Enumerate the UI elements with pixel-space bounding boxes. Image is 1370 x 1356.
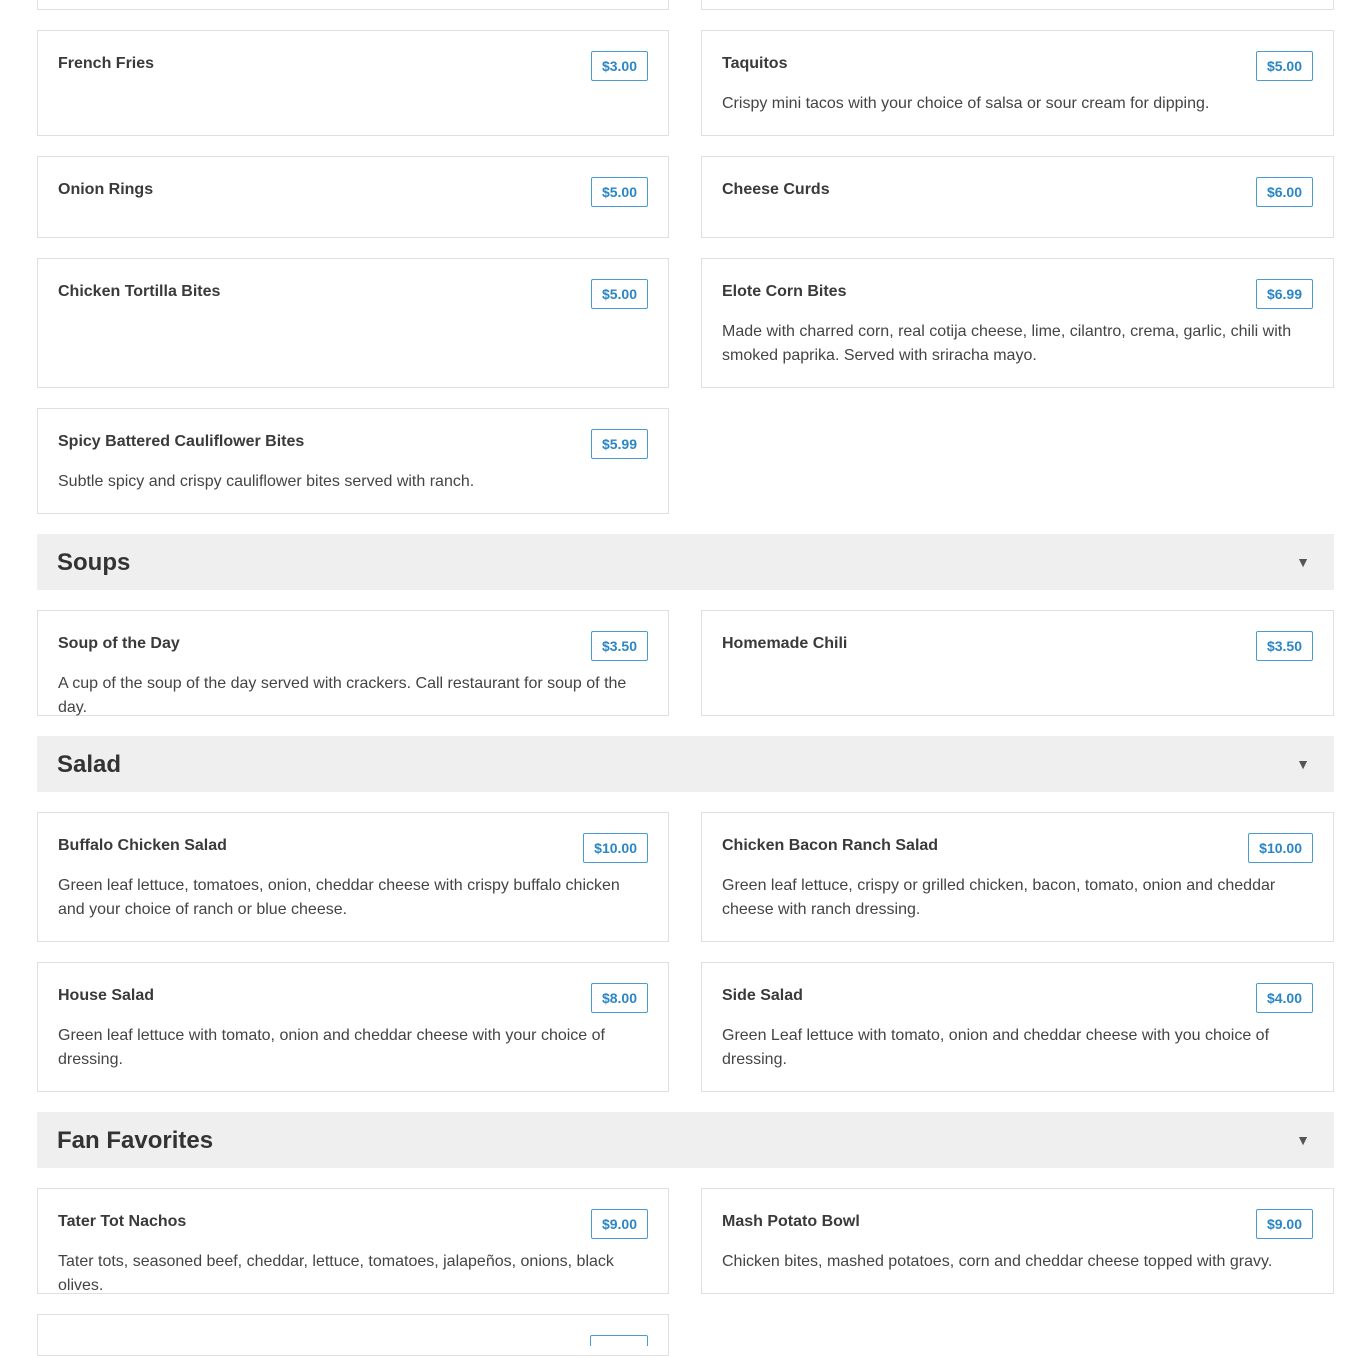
menu-item-card[interactable] bbox=[701, 812, 1334, 942]
menu-item-card[interactable] bbox=[37, 30, 669, 136]
item-name: Elote Corn Bites bbox=[722, 283, 847, 300]
section-title: Salad bbox=[57, 751, 122, 778]
menu-item-card[interactable] bbox=[37, 258, 669, 388]
section-title: Soups bbox=[57, 549, 131, 576]
item-price-badge: $5.00 bbox=[591, 279, 648, 309]
chevron-down-icon[interactable]: ▼ bbox=[1296, 554, 1310, 570]
item-price-badge: $9.00 bbox=[591, 1209, 648, 1239]
menu-item-card[interactable] bbox=[701, 1188, 1334, 1294]
menu-item-card[interactable] bbox=[37, 408, 669, 514]
item-price-badge: $3.50 bbox=[591, 631, 648, 661]
item-name: Taquitos bbox=[722, 55, 788, 72]
item-price-badge: $5.00 bbox=[591, 177, 648, 207]
item-name: House Salad bbox=[58, 987, 155, 1004]
menu-item-card[interactable] bbox=[37, 610, 669, 716]
section-title: Fan Favorites bbox=[57, 1127, 214, 1154]
item-price-badge: $5.99 bbox=[591, 429, 648, 459]
menu-item-card[interactable] bbox=[37, 1314, 669, 1356]
chevron-down-icon[interactable]: ▼ bbox=[1296, 1132, 1310, 1148]
menu-item-card[interactable] bbox=[701, 0, 1334, 10]
item-description: Subtle spicy and crispy cauliflower bites served with ranch. bbox=[58, 473, 475, 490]
item-price-badge: $10.00 bbox=[1248, 833, 1313, 863]
section-header-fan-favorites[interactable] bbox=[37, 1112, 1334, 1168]
item-price-badge: $8.00 bbox=[591, 983, 648, 1013]
item-name: Mash Potato Bowl bbox=[722, 1213, 860, 1230]
item-name: French Fries bbox=[58, 55, 155, 72]
item-price-badge: $10.00 bbox=[583, 833, 648, 863]
menu-item-card[interactable] bbox=[701, 258, 1334, 388]
menu-item-card[interactable] bbox=[701, 962, 1334, 1092]
section-header-salad[interactable] bbox=[37, 736, 1334, 792]
item-name: Cheese Curds bbox=[722, 181, 830, 198]
item-description: Chicken bites, mashed potatoes, corn and cheddar cheese topped with gravy. bbox=[722, 1253, 1273, 1270]
menu-item-card[interactable] bbox=[701, 30, 1334, 136]
menu-item-card[interactable] bbox=[37, 962, 669, 1092]
item-price-badge: $3.00 bbox=[591, 51, 648, 81]
chevron-down-icon[interactable]: ▼ bbox=[1296, 756, 1310, 772]
menu-item-card[interactable] bbox=[37, 812, 669, 942]
item-description: Crispy mini tacos with your choice of salsa or sour cream for dipping. bbox=[722, 95, 1210, 112]
item-description: Tater tots, seasoned beef, cheddar, lettuce, tomatoes, jalapeños, onions, black olives. bbox=[58, 1253, 614, 1294]
item-name: Soup of the Day bbox=[58, 635, 180, 652]
item-name: Chicken Bacon Ranch Salad bbox=[722, 837, 939, 854]
item-description: Made with charred corn, real cotija cheese, lime, cilantro, crema, garlic, chili with smoked paprika. Served with sriracha mayo. bbox=[722, 323, 1292, 364]
item-price-badge: $9.00 bbox=[1256, 1209, 1313, 1239]
item-name: Tater Tot Nachos bbox=[58, 1213, 187, 1230]
item-price-badge: $5.00 bbox=[1256, 51, 1313, 81]
item-description: Green Leaf lettuce with tomato, onion and cheddar cheese with you choice of dressing. bbox=[722, 1027, 1270, 1068]
menu-item-card[interactable] bbox=[701, 156, 1334, 238]
item-name: Homemade Chili bbox=[722, 635, 848, 652]
item-price-badge: $6.00 bbox=[1256, 177, 1313, 207]
menu-item-card[interactable] bbox=[701, 610, 1334, 716]
item-price-badge: $6.99 bbox=[1256, 279, 1313, 309]
item-name: Buffalo Chicken Salad bbox=[58, 837, 227, 854]
item-description: Green leaf lettuce with tomato, onion and cheddar cheese with your choice of dressing. bbox=[58, 1027, 605, 1068]
item-description: Green leaf lettuce, crispy or grilled chicken, bacon, tomato, onion and cheddar cheese with ranch dressing. bbox=[722, 877, 1276, 918]
item-description: Green leaf lettuce, tomatoes, onion, cheddar cheese with crispy buffalo chicken and your choice of ranch or blue cheese. bbox=[58, 877, 620, 918]
item-price-badge: $3.50 bbox=[1256, 631, 1313, 661]
section-header-soups[interactable] bbox=[37, 534, 1334, 590]
item-name: Onion Rings bbox=[58, 181, 154, 198]
menu-item-card[interactable] bbox=[37, 156, 669, 238]
item-price-badge: $4.00 bbox=[1256, 983, 1313, 1013]
menu-item-card[interactable] bbox=[37, 0, 669, 10]
menu-item-card[interactable] bbox=[37, 1188, 669, 1294]
item-name: Side Salad bbox=[722, 987, 803, 1004]
item-name: Spicy Battered Cauliflower Bites bbox=[58, 433, 305, 450]
item-description: A cup of the soup of the day served with crackers. Call restaurant for soup of the day. bbox=[58, 675, 627, 716]
item-name: Chicken Tortilla Bites bbox=[58, 283, 221, 300]
